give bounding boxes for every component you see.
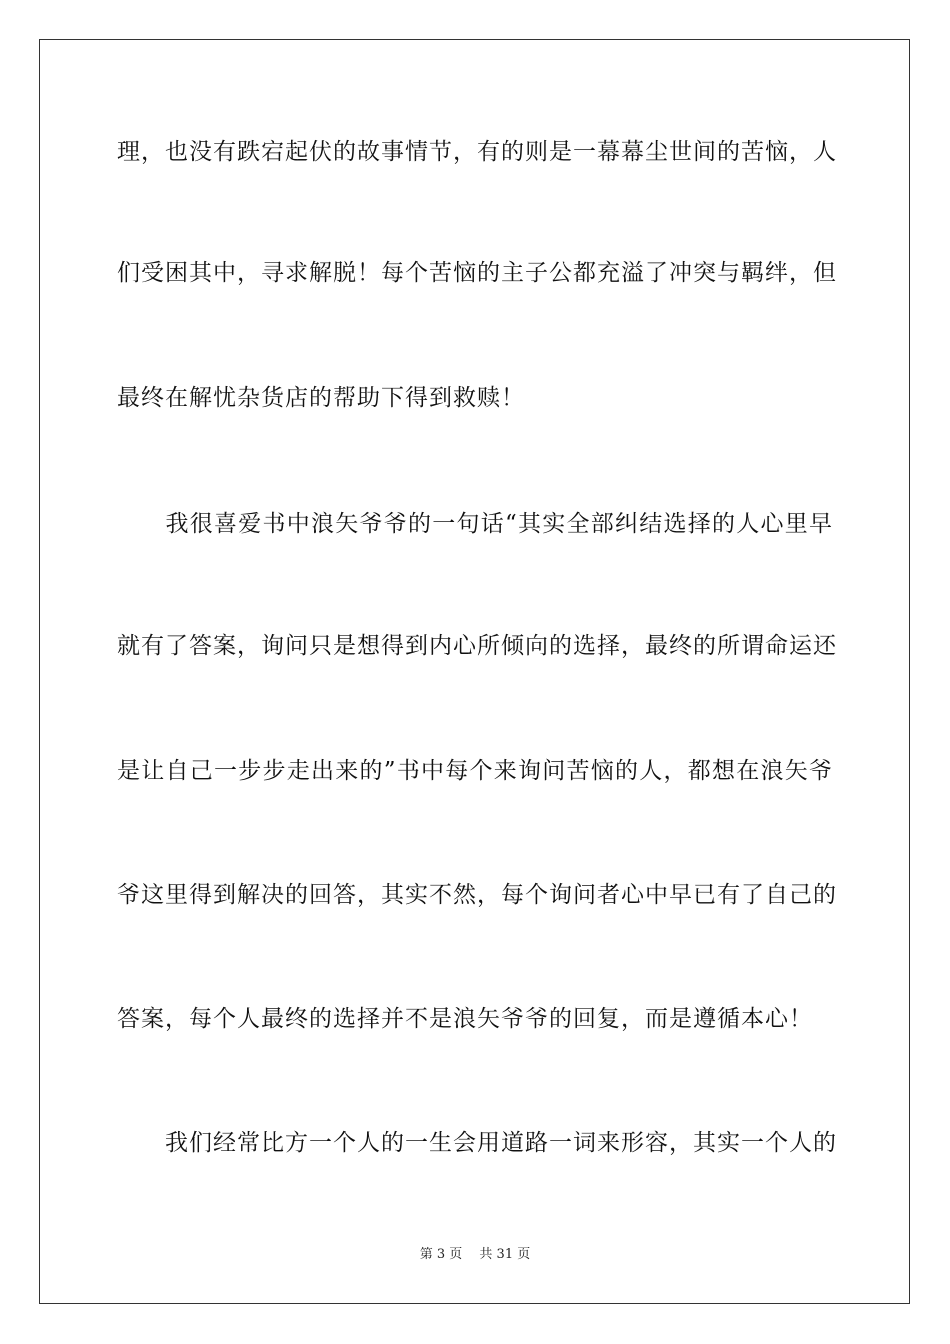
text-line: 们受困其中，寻求解脱！每个苦恼的主子公都充溢了冲突与羁绊，但 xyxy=(117,260,837,286)
text-line: 理，也没有跌宕起伏的故事情节，有的则是一幕幕尘世间的苦恼，人 xyxy=(117,139,837,165)
text-line: 就有了答案，询问只是想得到内心所倾向的选择，最终的所谓命运还 xyxy=(117,633,837,659)
text-line: 最终在解忧杂货店的帮助下得到救赎！ xyxy=(117,385,525,411)
text-line: 答案，每个人最终的选择并不是浪矢爷爷的回复，而是遵循本心！ xyxy=(117,1006,813,1032)
page-number: 第 3 页 共 31 页 xyxy=(419,1247,531,1262)
text-line: 爷这里得到解决的回答，其实不然，每个询问者心中早已有了自己的 xyxy=(117,882,837,908)
text-line: 我们经常比方一个人的一生会用道路一词来形容，其实一个人的 xyxy=(117,1130,837,1156)
text-line: 我很喜爱书中浪矢爷爷的一句话“其实全部纠结选择的人心里早 xyxy=(117,511,833,537)
page-border xyxy=(39,39,910,1304)
text-line: 是让自己一步步走出来的”书中每个来询问苦恼的人，都想在浪矢爷 xyxy=(117,758,833,784)
